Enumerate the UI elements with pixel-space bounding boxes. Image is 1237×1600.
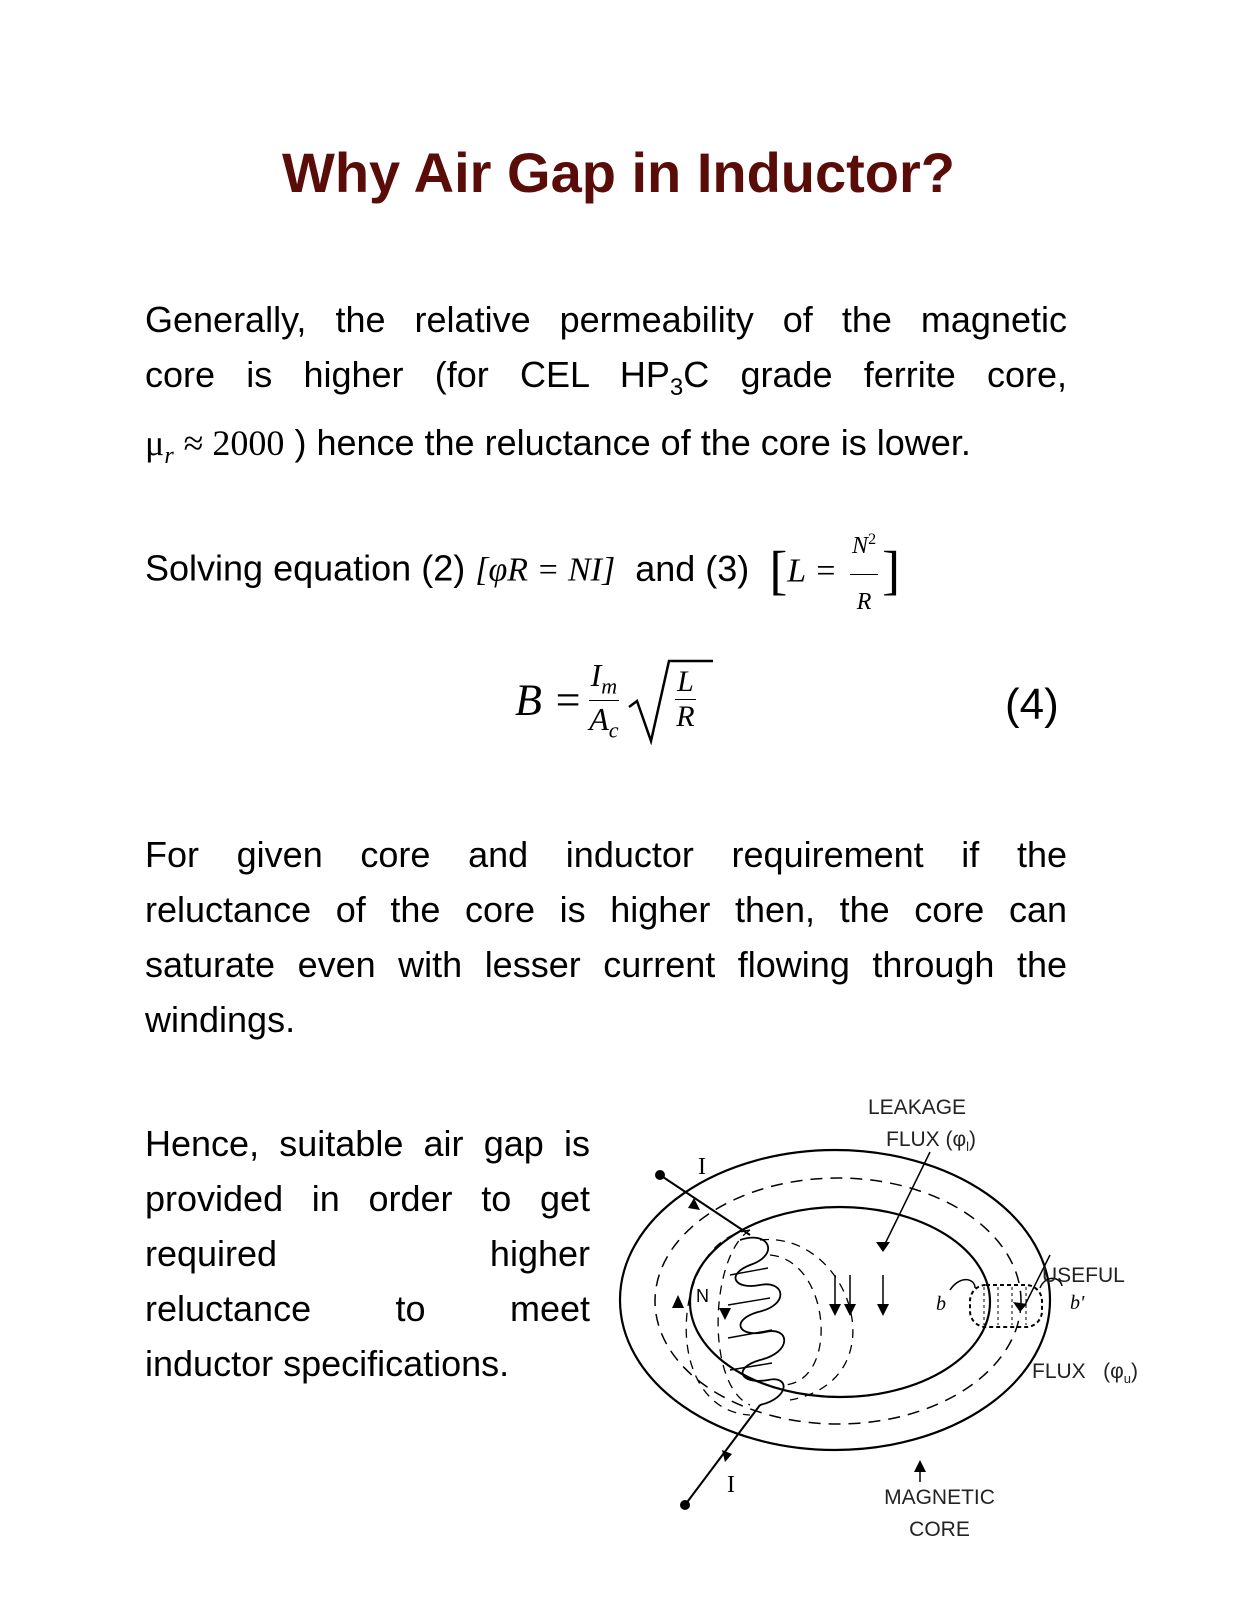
paragraph-line: For given core and inductor requirement if the [145,834,1067,875]
mu-symbol: μ [145,423,165,464]
subscript: l [966,1139,970,1155]
arrow-head [914,1460,926,1472]
paragraph-line: saturate even with lesser current flowing through the [145,944,1067,985]
word: meet [509,1288,590,1329]
eq3-fraction [850,512,878,630]
arrow-head [1013,1302,1027,1312]
text-fragment: ) hence the reluctance of the core is lower. [294,422,971,464]
paragraph-line: inductor specifications. [145,1343,510,1384]
word: required [145,1233,278,1274]
label-text: FLUX (φ [886,1128,967,1151]
subscript: u [1123,1371,1132,1387]
terminal-dot [655,1170,665,1180]
label-line: USEFUL [1042,1264,1125,1287]
current-label-top: I [698,1154,706,1180]
paragraph-line: windings. [145,999,296,1040]
equation-3 [769,512,900,630]
leakage-flux-label [868,1092,976,1163]
solving-text: Solving equation (2) [145,547,466,589]
paragraph-line: Generally, the relative permeability of the magnetic [145,299,1067,340]
paragraph-reluctance [145,827,1067,1047]
toroid-diagram [600,1080,1200,1560]
root-denominator: R [676,700,695,733]
label-line: MAGNETIC [884,1486,995,1509]
text-fragment: core is higher (for CEL HP [145,354,670,395]
paragraph-line [145,1226,590,1281]
bracket: [ [769,540,788,601]
eq4-numerator [589,657,620,700]
useful-flux-label [1032,1196,1138,1459]
root-numerator: L [677,665,694,698]
square-root [625,655,715,745]
gap-label-b: b [936,1293,946,1315]
approx-value: ≈ 2000 [183,423,285,464]
leakage-pointer [883,1152,930,1248]
numerator-text: N [852,533,869,559]
numerator-text: I [590,657,602,694]
eq3-denominator: R [856,589,872,615]
label-line: LEAKAGE [868,1096,967,1119]
paragraph-line [145,347,1067,415]
turns-label: N [696,1286,709,1306]
paragraph-line [145,415,1067,484]
magnetic-core-label [877,1482,1002,1546]
root-fraction [675,665,696,734]
page-title: Why Air Gap in Inductor? [281,141,955,204]
terminal-dot [680,1500,690,1510]
eq4-denominator [589,701,620,743]
text-fragment: C grade ferrite core, [683,354,1067,395]
current-label-bottom: I [727,1472,735,1498]
bracket: ] [882,540,901,601]
eq4-lhs: B = [515,675,583,725]
arrow-head [722,1450,732,1462]
leakage-loop [770,1255,821,1385]
useful-flux-path [655,1178,1021,1424]
eq3-numerator [850,512,878,575]
word: reluctance [145,1288,312,1329]
paragraph-permeability [145,292,1067,484]
subscript: m [601,673,618,699]
equation-number: (4) [1005,680,1059,729]
winding-coil [736,1238,785,1405]
eq3-lhs: L = [787,552,838,590]
arrow-head [719,1308,731,1320]
paragraph-line: provided in order to get [145,1178,590,1219]
word: higher [489,1233,590,1274]
arrow-head [829,1304,841,1316]
solving-line [145,512,1067,630]
paragraph-line: Hence, suitable air gap is [145,1123,590,1164]
label-line [1032,1356,1138,1395]
subscript: r [164,443,174,470]
leakage-loop [760,1240,853,1400]
subscript: c [608,716,619,742]
label-text: ) [1131,1360,1139,1383]
subscript: 3 [669,374,684,402]
eq4-fraction [589,657,620,743]
arrow-head [876,1242,890,1252]
arrow-head [672,1295,684,1308]
equation-4 [515,655,715,755]
superscript: 2 [868,531,877,548]
equation-2: [φR = NI] [475,551,616,589]
paragraph-line: reluctance of the core is higher then, the core can [145,889,1067,930]
label-text: FLUX (φ [1032,1360,1124,1383]
paragraph-line [145,1281,590,1336]
word: to [395,1288,426,1329]
label-line: CORE [909,1518,970,1541]
label-text: ) [969,1128,977,1151]
paragraph-air-gap [145,1116,590,1391]
radical-sign [625,655,715,745]
denominator-text: A [589,700,609,737]
solving-and: and (3) [635,547,750,589]
gap-label-b-prime: b' [1070,1292,1085,1314]
arrow-head [844,1304,856,1316]
label-line [868,1124,976,1163]
arrow-head [877,1304,889,1316]
